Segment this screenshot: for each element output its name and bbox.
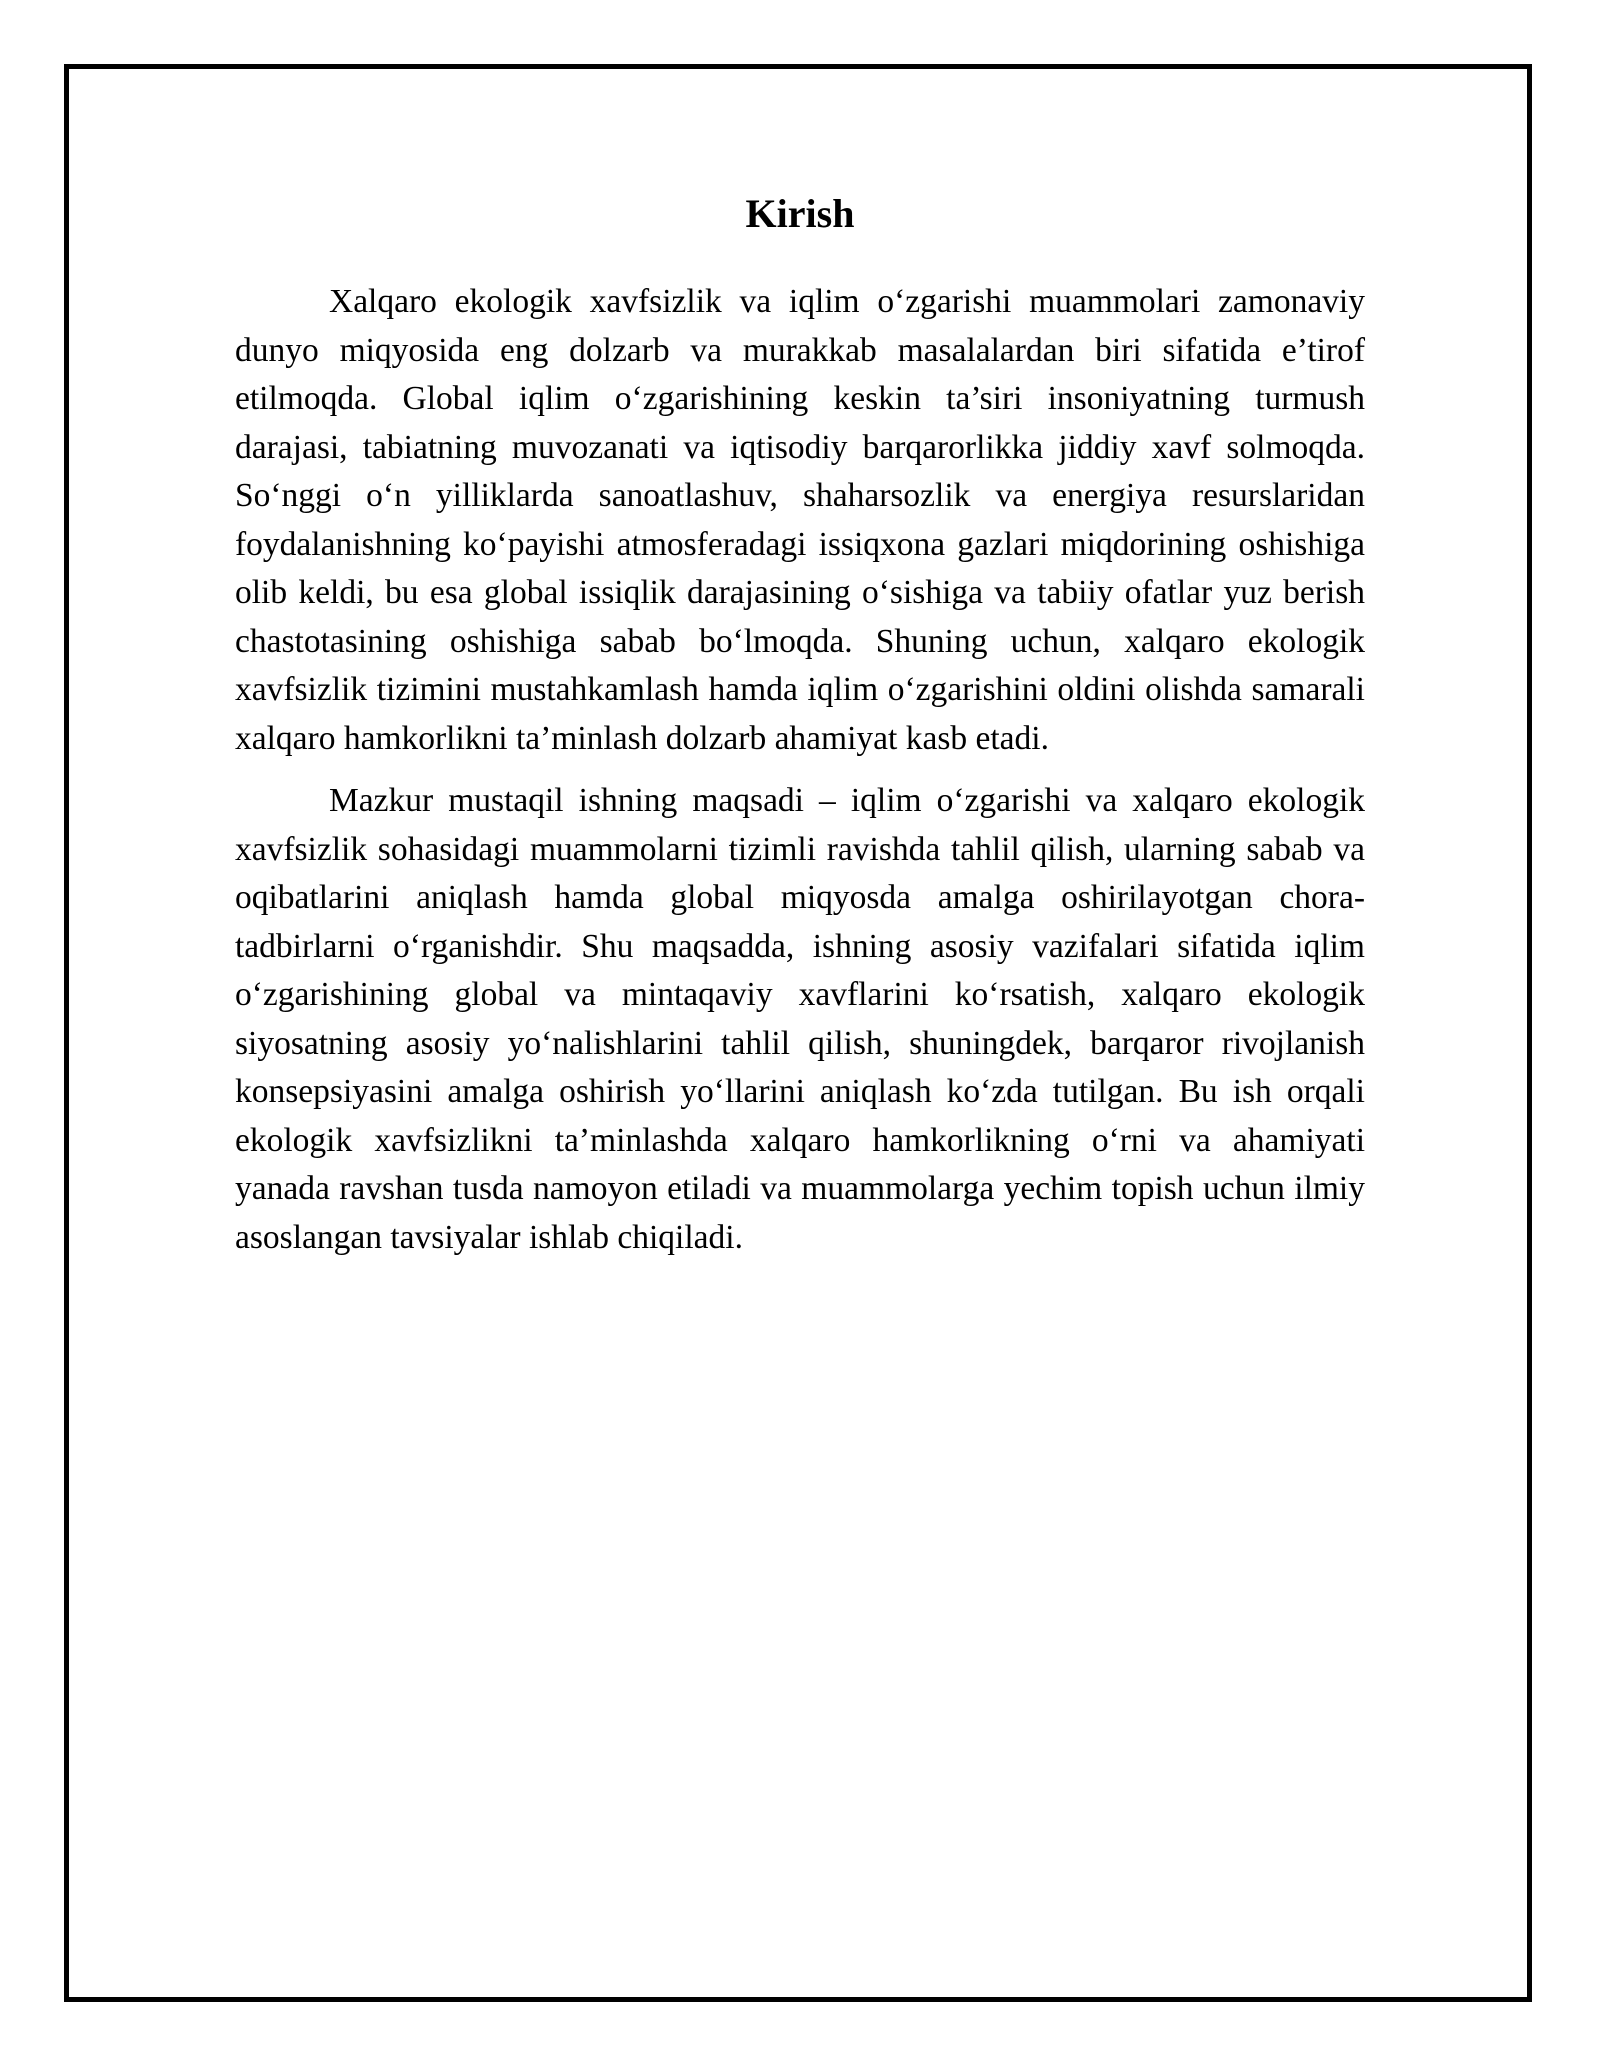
intro-paragraph-2: Mazkur mustaqil ishning maqsadi – iqlim o‘zgarishi va xalqaro ekologik xavfsizlik sohasidagi muammolarni tizimli ravishda tahlil qilish, ularning sabab va oqibatlarini aniqlash hamda global miqyosda amalga oshirilayotgan chora-tadbirlarni o‘rganishdir. Shu maqsadda, ishning asosiy vazifalari sifatida iqlim o‘zgarishining global va mintaqaviy xavflarini ko‘rsatish, xalqaro ekologik siyosatning asosiy yo‘nalishlarini tahlil qilish, shuningdek, barqaror rivojlanish konsepsiyasini amalga oshirish yo‘llarini aniqlash ko‘zda tutilgan. Bu ish orqali ekologik xavfsizlikni ta’minlashda xalqaro hamkorlikning o‘rni va ahamiyati yanada ravshan tusda namoyon etiladi va muammolarga yechim topish uchun ilmiy asoslangan tavsiyalar ishlab chiqiladi. (235, 782, 1365, 1256)
page-title: Kirish (745, 191, 855, 236)
document-body (235, 188, 1365, 1276)
intro-paragraph-1: Xalqaro ekologik xavfsizlik va iqlim o‘zgarishi muammolari zamonaviy dunyo miqyosida eng dolzarb va murakkab masalalardan biri sifatida e’tirof etilmoqda. Global iqlim o‘zgarishining keskin ta’siri insoniyatning turmush darajasi, tabiatning muvozanati va iqtisodiy barqarorlikka jiddiy xavf solmoqda. So‘nggi o‘n yilliklarda sanoatlashuv, shaharsozlik va energiya resurslaridan foydalanishning ko‘payishi atmosferadagi issiqxona gazlari miqdorining oshishiga olib keldi, bu esa global issiqlik darajasining o‘sishiga va tabiiy ofatlar yuz berish chastotasining oshishiga sabab bo‘lmoqda. Shuning uchun, xalqaro ekologik xavfsizlik tizimini mustahkamlash hamda iqlim o‘zgarishini oldini olishda samarali xalqaro hamkorlikni ta’minlash dolzarb ahamiyat kasb etadi. (235, 283, 1365, 757)
